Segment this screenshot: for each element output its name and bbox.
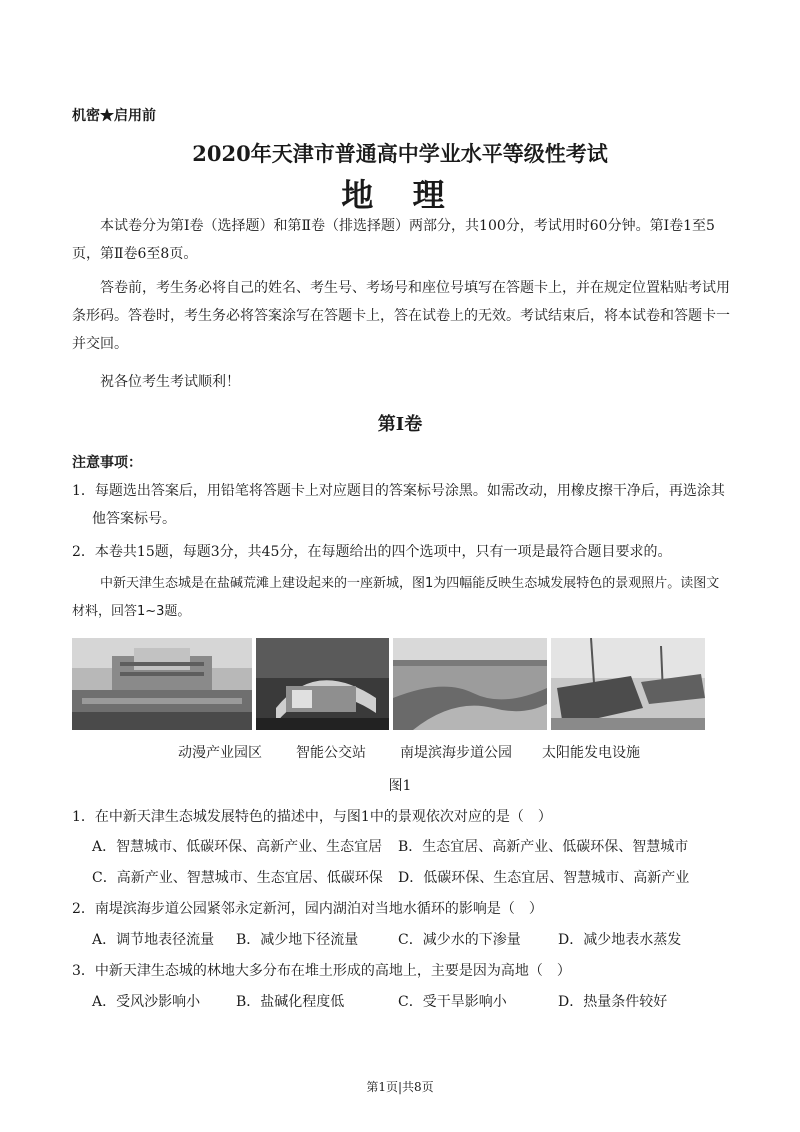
page-footer: 第1页|共8页 [366,1080,434,1094]
exam-title: 2020年天津市普通高中学业水平等级性考试 [192,141,608,166]
question-3-option-a: A．受风沙影响小 [92,994,201,1010]
question-2-option-a: A．调节地表径流量 [92,932,215,948]
question-1-option-a: A．智慧城市、低碳环保、高新产业、生态宜居 [92,839,383,855]
question-1-option-d: D．低碳环保、生态宜居、智慧城市、高新产业 [398,870,690,886]
caption-animation-park: 动漫产业园区 [178,745,262,761]
section-title: 第Ⅰ卷 [377,414,423,435]
figure-label: 图1 [388,778,412,794]
intro-paragraph-1: 本试卷分为第Ⅰ卷（选择题）和第Ⅱ卷（排选择题）两部分，共100分，考试用时60分钟。第Ⅰ卷1至5页，第Ⅱ卷6至8页。 [72,218,715,262]
question-2-stem: 2．南堤滨海步道公园紧邻永定新河，园内湖泊对当地水循环的影响是（ ） [72,901,543,917]
caption-seaside-park: 南堤滨海步道公园 [400,745,512,761]
figure-1-photos [72,638,705,730]
question-3-option-d: D．热量条件较好 [558,994,668,1010]
intro-paragraph-3: 祝各位考生考试顺利！ [100,374,240,390]
question-3-option-b: B．盐碱化程度低 [236,994,345,1010]
question-1-option-b: B．生态宜居、高新产业、低碳环保、智慧城市 [398,839,689,855]
notice-item-1: 1．每题选出答案后，用铅笔将答题卡上对应题目的答案标号涂黑。如需改动，用橡皮擦干净后，再选涂其他答案标号。 [72,483,725,527]
notice-item-2: 2．本卷共15题，每题3分，共45分，在每题给出的四个选项中，只有一项是最符合题目要求的。 [72,544,672,560]
question-2-option-c: C．减少水的下渗量 [398,932,521,948]
question-2-option-b: B．减少地下径流量 [236,932,359,948]
caption-smart-bus-stop: 智能公交站 [296,745,366,761]
caption-solar-facility: 太阳能发电设施 [542,745,640,761]
question-1-option-c: C．高新产业、智慧城市、生态宜居、低碳环保 [92,870,383,886]
photo-animation-park [72,638,252,730]
photo-smart-bus-stop [256,638,389,730]
photo-seaside-park [393,638,547,730]
photo-solar-facility [551,638,705,730]
question-1-stem: 1．在中新天津生态城发展特色的描述中，与图1中的景观依次对应的是（ ） [72,809,552,825]
question-3-option-c: C．受干旱影响小 [398,994,507,1010]
confidential-mark: 机密★启用前 [72,108,156,124]
intro-paragraph-2: 答卷前，考生务必将自己的姓名、考生号、考场号和座位号填写在答题卡上，并在规定位置粘贴考试用条形码。答卷时，考生务必将答案涂写在答题卡上，答在试卷上的无效。考试结束后，将本试卷和答题卡一并交回。 [72,280,730,352]
subject-title: 地 理 [341,176,459,214]
material-text: 中新天津生态城是在盐碱荒滩上建设起来的一座新城，图1为四幅能反映生态城发展特色的景观照片。读图文材料，回答1~3题。 [72,576,720,619]
question-2-option-d: D．减少地表水蒸发 [558,932,682,948]
question-3-stem: 3．中新天津生态城的林地大多分布在堆土形成的高地上，主要是因为高地（ ） [72,963,571,979]
notice-heading: 注意事项： [72,455,142,471]
